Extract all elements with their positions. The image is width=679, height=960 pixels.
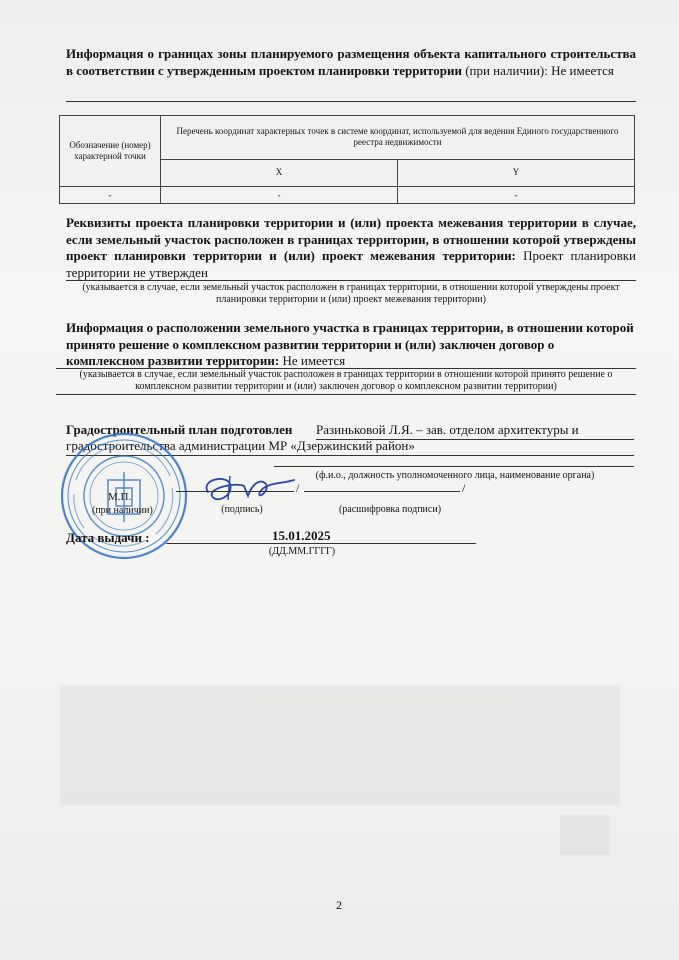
issue-date: 15.01.2025 <box>272 528 331 543</box>
signature-slash2: / <box>462 481 466 495</box>
section3-heading: Информация о расположении земельного участка в границах территории, в отношении которой принято решение о комплексном развитии территории и (или) заключен договор о комплексном развитии территории: <box>66 320 634 368</box>
section3-value: Не имеется <box>282 353 346 368</box>
signature-slash1: / <box>296 481 300 495</box>
table-cell: - <box>397 187 634 204</box>
signature-caption: (подпись) <box>221 504 263 515</box>
table-cell: - <box>60 187 161 204</box>
section1-heading: Информация о границах зоны планируемого размещения объекта капитального строительства в соответствии с утвержденным проектом планировки территории <box>66 46 636 78</box>
section3-note: (указывается в случае, если земельный участок расположен в границах территории в отношении которой принято решение о комплексном развитии территории и (или) заключен договор о комплексном развитии территории) <box>79 369 613 392</box>
col-header-point: Обозначение (номер) характерной точки <box>60 116 161 187</box>
table-cell: - <box>161 187 398 204</box>
decode-line <box>304 491 460 492</box>
prepared-value-line2: градостроительства администрации МР «Дзержинский район» <box>66 438 634 456</box>
section1-value: Не имеется <box>551 62 614 78</box>
section1-tail: (при наличии): <box>465 62 548 78</box>
prepared-label: Градостроительный план подготовлен <box>66 422 293 437</box>
section1-paragraph <box>66 46 636 79</box>
section2-heading: Реквизиты проекта планировки территории и (или) проекта межевания территории в случае, если земельный участок расположен в границах территории, в отношении которой утверждены проект планировки территории и (или) проект межевания территории: <box>66 215 636 263</box>
issue-date-line <box>166 543 476 544</box>
col-header-x: X <box>161 159 398 186</box>
stamp-mp-note: (при наличии) <box>92 505 153 516</box>
issue-date-format: (ДД.ММ.ГГГГ) <box>268 546 336 557</box>
col-header-coords: Перечень координат характерных точек в системе координат, используемой для ведения Единого государственного реестра недвижимости <box>161 116 635 160</box>
section2-note: (указывается в случае, если земельный участок расположен в границах территории, в отношении которой утверждены проект планировки территории и (или) проект межевания территории) <box>82 282 620 305</box>
table-row <box>60 187 635 204</box>
prepared-value-line1: Разиньковой Л.Я. – зав. отделом архитектуры и <box>316 422 634 440</box>
page-number: 2 <box>336 898 342 912</box>
section1-underline <box>66 101 636 102</box>
bleed-through-block <box>60 685 620 805</box>
section2-paragraph <box>66 215 636 281</box>
stamp-mp-label: М.П. <box>108 491 132 503</box>
coordinates-table <box>59 115 635 204</box>
section2-underline <box>66 280 636 281</box>
section3-note-underline <box>56 394 636 395</box>
issue-label: Дата выдачи : <box>66 530 150 545</box>
bleed-through-stamp <box>560 815 610 855</box>
prepared-blank-line <box>274 466 634 467</box>
prepared-caption: (ф.и.о., должность уполномоченного лица, наименование органа) <box>315 470 595 481</box>
col-header-y: Y <box>397 159 634 186</box>
section2-value: Проект планировки территории не утвержден <box>66 248 637 280</box>
decode-caption: (расшифровка подписи) <box>338 504 442 515</box>
section3-paragraph <box>66 320 636 370</box>
signature-line <box>176 491 294 492</box>
